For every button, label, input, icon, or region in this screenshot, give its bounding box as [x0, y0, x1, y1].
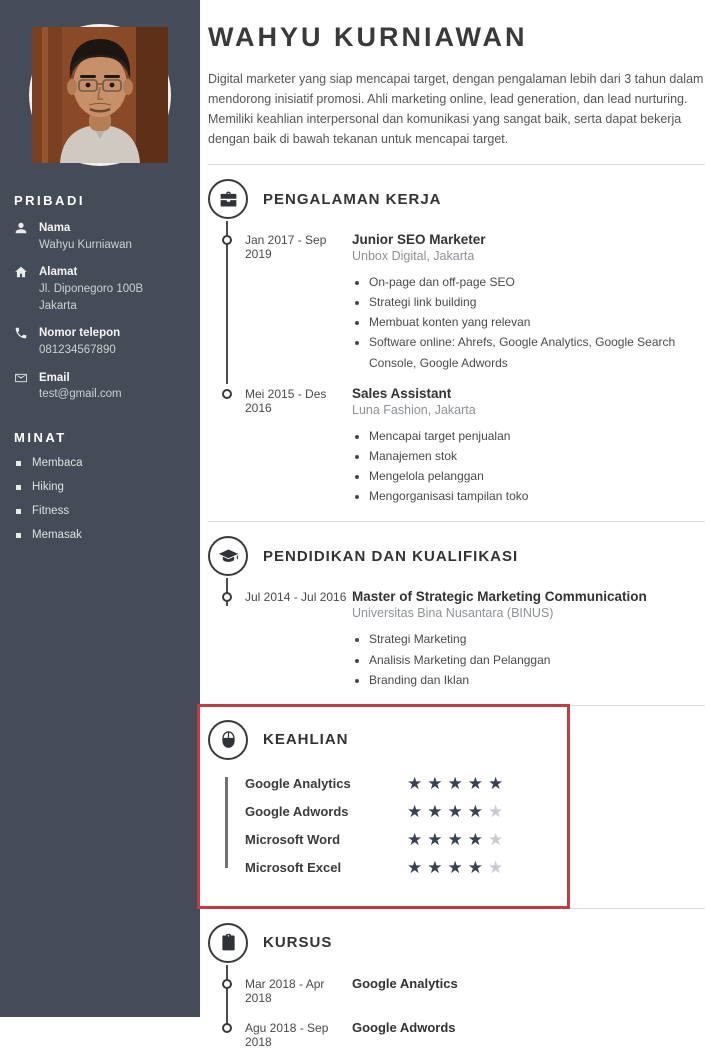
profile-photo-illustration	[32, 27, 168, 163]
square-bullet-icon	[16, 461, 21, 466]
star-empty-icon: ★	[488, 857, 509, 877]
course-entry	[245, 1020, 705, 1049]
skill-rating-stars	[407, 859, 508, 876]
clipboard-icon	[208, 923, 248, 963]
entry-period: Jan 2017 - Sep 2019	[245, 233, 327, 261]
timeline-line	[226, 221, 228, 384]
skills-section-header	[208, 720, 705, 760]
section-title: KURSUS	[263, 934, 333, 952]
square-bullet-icon	[16, 485, 21, 490]
section-title: PENGALAMAN KERJA	[263, 190, 442, 208]
pribadi-heading: PRIBADI	[14, 193, 85, 208]
skill-name: Google Adwords	[245, 803, 349, 819]
education-section	[208, 522, 705, 689]
timeline-line	[226, 965, 228, 1024]
section-title: PENDIDIKAN DAN KUALIFIKASI	[263, 547, 519, 565]
entry-details	[352, 386, 705, 507]
skills-list	[208, 775, 705, 876]
section-title: KEAHLIAN	[263, 731, 349, 749]
skill-rating-stars	[407, 775, 508, 792]
phone-icon	[14, 325, 29, 358]
contact-label: Nama	[39, 222, 71, 234]
course-name: Google Analytics	[352, 975, 458, 991]
bullet-item: • Manajemen stok	[369, 446, 705, 466]
page-title: WAHYU KURNIAWAN	[208, 22, 528, 52]
star-filled-icon: ★	[427, 773, 448, 793]
cv-main-content	[200, 0, 724, 1049]
bullet-item: • Mengorganisasi tampilan toko	[369, 486, 705, 506]
briefcase-icon	[208, 179, 248, 219]
entry-organization: Unbox Digital, Jakarta	[352, 249, 475, 263]
skill-name: Microsoft Word	[245, 831, 341, 847]
course-entry	[245, 976, 705, 1005]
star-filled-icon: ★	[467, 829, 488, 849]
skill-rating-stars	[407, 803, 508, 820]
contact-value-line1: Jl. Diponegoro 100B	[39, 283, 144, 296]
skill-row	[245, 775, 705, 792]
minat-label: Fitness	[32, 505, 70, 518]
bullet-item: • Branding dan Iklan	[369, 670, 705, 690]
contact-label: Nomor telepon	[39, 327, 121, 340]
entry-role: Junior SEO Marketer	[352, 232, 486, 247]
square-bullet-icon	[16, 533, 21, 538]
list-item	[14, 505, 186, 517]
list-item	[14, 457, 186, 469]
course-name: Google Adwords	[352, 1019, 456, 1035]
star-filled-icon: ★	[407, 857, 428, 877]
star-filled-icon: ★	[447, 773, 468, 793]
star-filled-icon: ★	[488, 773, 509, 793]
entry-bullet-list	[352, 272, 705, 373]
entry-organization: Luna Fashion, Jakarta	[352, 402, 476, 417]
entry-degree: Master of Strategic Marketing Communication	[352, 589, 647, 605]
contact-label: Email	[39, 371, 70, 384]
sidebar	[0, 0, 200, 1017]
entry-details	[352, 232, 705, 373]
star-filled-icon: ★	[427, 829, 448, 849]
education-entry	[245, 589, 705, 689]
star-filled-icon: ★	[467, 773, 488, 793]
person-icon	[14, 220, 29, 253]
star-filled-icon: ★	[447, 829, 468, 849]
experience-section	[208, 165, 705, 506]
star-filled-icon: ★	[407, 829, 428, 849]
bullet-item: • On-page dan off-page SEO	[369, 272, 705, 292]
star-empty-icon: ★	[488, 829, 509, 849]
home-icon	[14, 264, 29, 314]
contact-value-line2: Jakarta	[39, 299, 77, 312]
list-item	[14, 529, 186, 541]
skill-row	[245, 831, 705, 848]
courses-section	[208, 909, 705, 1049]
star-filled-icon: ★	[407, 801, 428, 821]
contact-value: 081234567890	[39, 344, 116, 357]
experience-entry	[245, 386, 705, 507]
bullet-item: • Mencapai target penjualan	[369, 426, 705, 446]
entry-institution: Universitas Bina Nusantara (BINUS)	[352, 606, 554, 621]
email-icon	[14, 370, 29, 403]
courses-timeline	[208, 976, 705, 1049]
mouse-icon	[208, 720, 248, 760]
entry-period: Mar 2018 - Apr 2018	[245, 976, 325, 1005]
entry-bullet-list	[352, 629, 705, 689]
list-item	[14, 481, 186, 493]
minat-label: Membaca	[32, 457, 83, 470]
star-filled-icon: ★	[447, 801, 468, 821]
bullet-item: • Strategi Marketing	[369, 629, 705, 649]
skill-row	[245, 859, 705, 876]
entry-period: Mei 2015 - Des 2016	[245, 386, 327, 415]
star-filled-icon: ★	[427, 857, 448, 877]
contact-value: test@gmail.com	[39, 388, 122, 401]
star-filled-icon: ★	[447, 857, 468, 877]
contact-label: Alamat	[39, 266, 78, 279]
experience-section-header	[208, 179, 705, 219]
bullet-item: • Membuat konten yang relevan	[369, 312, 705, 332]
minat-heading: MINAT	[14, 430, 67, 446]
education-timeline	[208, 589, 705, 689]
skills-section	[208, 706, 705, 893]
skill-name: Microsoft Excel	[245, 859, 342, 875]
contact-item-alamat	[14, 264, 186, 314]
star-filled-icon: ★	[467, 857, 488, 877]
entry-details	[352, 589, 705, 689]
contact-item-telepon	[14, 325, 186, 358]
profile-summary: Digital marketer yang siap mencapai target, dengan pengalaman lebih dari 3 tahun dalam mendorong inisiatif promosi. Ahli marketing online, lead generation, dan lead nurturing. Memiliki keahlian interpersonal dan komunikasi yang sangat baik, serta dapat bekerja dengan baik di bawah tekanan untuk mencapai target.	[208, 72, 704, 146]
contact-item-email	[14, 370, 186, 403]
skills-side-bar	[225, 777, 228, 868]
pribadi-section	[0, 193, 200, 403]
entry-role: Sales Assistant	[352, 385, 452, 401]
bullet-item: • Software online: Ahrefs, Google Analytics, Google Search Console, Google Adwords	[369, 332, 705, 372]
profile-photo	[29, 24, 171, 166]
minat-label: Memasak	[32, 529, 82, 542]
skill-name: Google Analytics	[245, 775, 351, 791]
minat-label: Hiking	[32, 481, 64, 494]
star-filled-icon: ★	[467, 801, 488, 821]
education-section-header	[208, 536, 705, 576]
graduation-cap-icon	[208, 536, 248, 576]
contact-item-nama	[14, 220, 186, 253]
skill-rating-stars	[407, 831, 508, 848]
skill-row	[245, 803, 705, 820]
bullet-item: • Mengelola pelanggan	[369, 466, 705, 486]
experience-entry	[245, 232, 705, 373]
minat-section	[0, 430, 200, 541]
entry-bullet-list	[352, 426, 705, 507]
star-filled-icon: ★	[427, 801, 448, 821]
experience-timeline	[208, 232, 705, 506]
contact-value: Wahyu Kurniawan	[39, 238, 132, 251]
square-bullet-icon	[16, 509, 21, 514]
entry-period: Agu 2018 - Sep 2018	[245, 1020, 329, 1049]
star-empty-icon: ★	[488, 801, 509, 821]
courses-section-header	[208, 923, 705, 963]
bullet-item: • Strategi link building	[369, 292, 705, 312]
bullet-item: • Analisis Marketing dan Pelanggan	[369, 650, 705, 670]
entry-period: Jul 2014 - Jul 2016	[245, 590, 347, 605]
star-filled-icon: ★	[407, 773, 428, 793]
